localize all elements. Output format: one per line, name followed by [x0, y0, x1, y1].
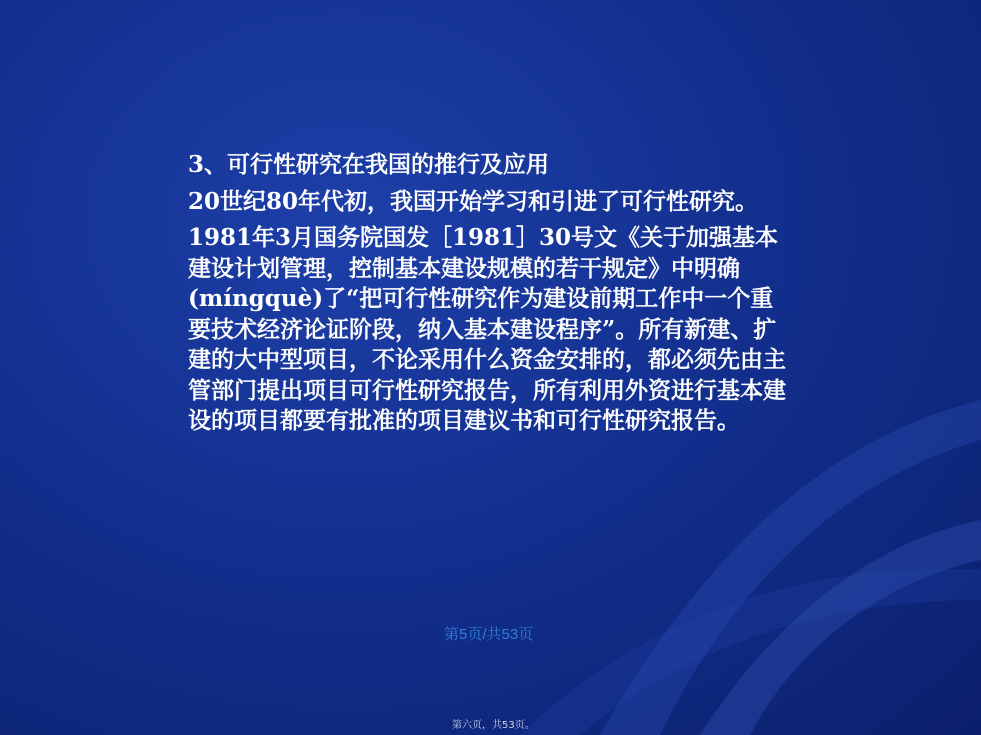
page-number-label: 第5页/共53页: [444, 626, 534, 643]
paragraph-intro: 20世纪80年代初，我国开始学习和引进了可行性研究。: [188, 187, 759, 215]
slide-body: [188, 150, 788, 443]
footer-note: 第六页，共53页。: [452, 720, 535, 731]
slide-heading: 3、可行性研究在我国的推行及应用: [188, 151, 550, 178]
paragraph-regulation: 1981年3月国务院国发［1981］30号文《关于加强基本建设计划管理，控制基本建设规模的若干规定》中明确(míngquè)了“把可行性研究作为建设前期工作中一个重要技术经济论证阶段，纳入基本建设程序”。所有新建、扩建的大中型项目，不论采用什么资金安排的，都必须先由主管部门提出项目可行性研究报告，所有利用外资进行基本建设的项目都要有批准的项目建议书和可行性研究报告。: [188, 224, 786, 434]
